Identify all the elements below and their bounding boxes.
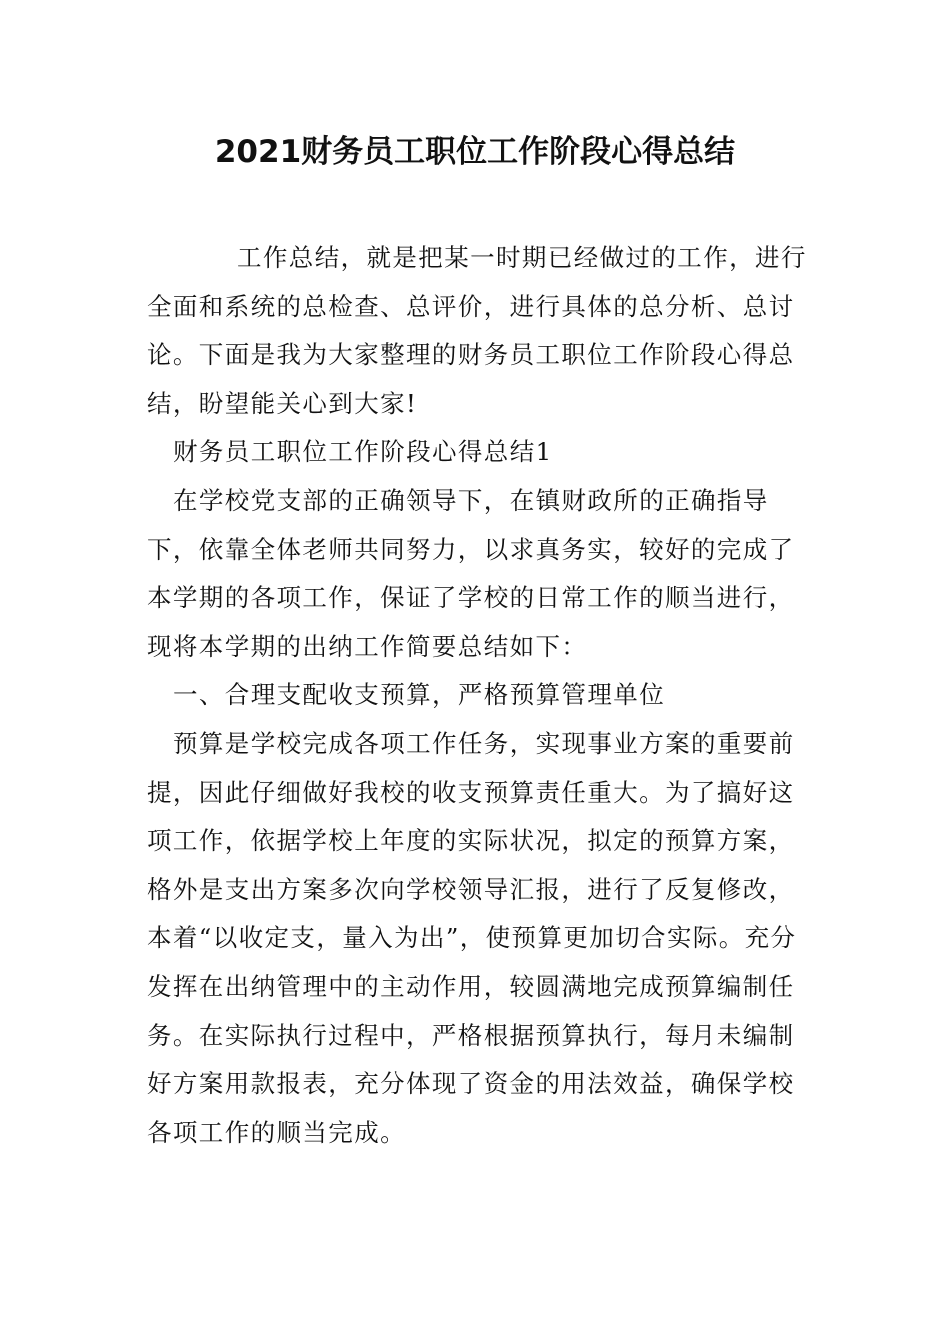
body-paragraph-2: 预算是学校完成各项工作任务，实现事业方案的重要前提，因此仔细做好我校的收支预算责任重大。为了搞好这项工作，依据学校上年度的实际状况，拟定的预算方案，格外是支出方案多次向学校领导汇报，进行了反复修改，本着“以收定支，量入为出”，使预算更加切合实际。充分发挥在出纳管理中的主动作用，较圆满地完成预算编制任务。在实际执行过程中，严格根据预算执行，每月未编制好方案用款报表，充分体现了资金的用法效益，确保学校各项工作的顺当完成。	[147, 728, 797, 1147]
intro-paragraph: 工作总结，就是把某一时期已经做过的工作，进行全面和系统的总检查、总评价，进行具体的总分析、总讨论。下面是我为大家整理的财务员工职位工作阶段心得总结，盼望能关心到大家!	[147, 243, 807, 418]
document-body	[147, 234, 815, 1157]
body-paragraph-1: 在学校党支部的正确领导下，在镇财政所的正确指导下，依靠全体老师共同努力，以求真务实，较好的完成了本学期的各项工作，保证了学校的日常工作的顺当进行，现将本学期的出纳工作简要总结如下：	[147, 485, 795, 661]
subsection-heading-1: 一、合理支配收支预算，严格预算管理单位	[173, 680, 666, 710]
document-title: 2021财务员工职位工作阶段心得总结	[214, 134, 736, 170]
section-heading-1: 财务员工职位工作阶段心得总结1	[173, 437, 553, 467]
